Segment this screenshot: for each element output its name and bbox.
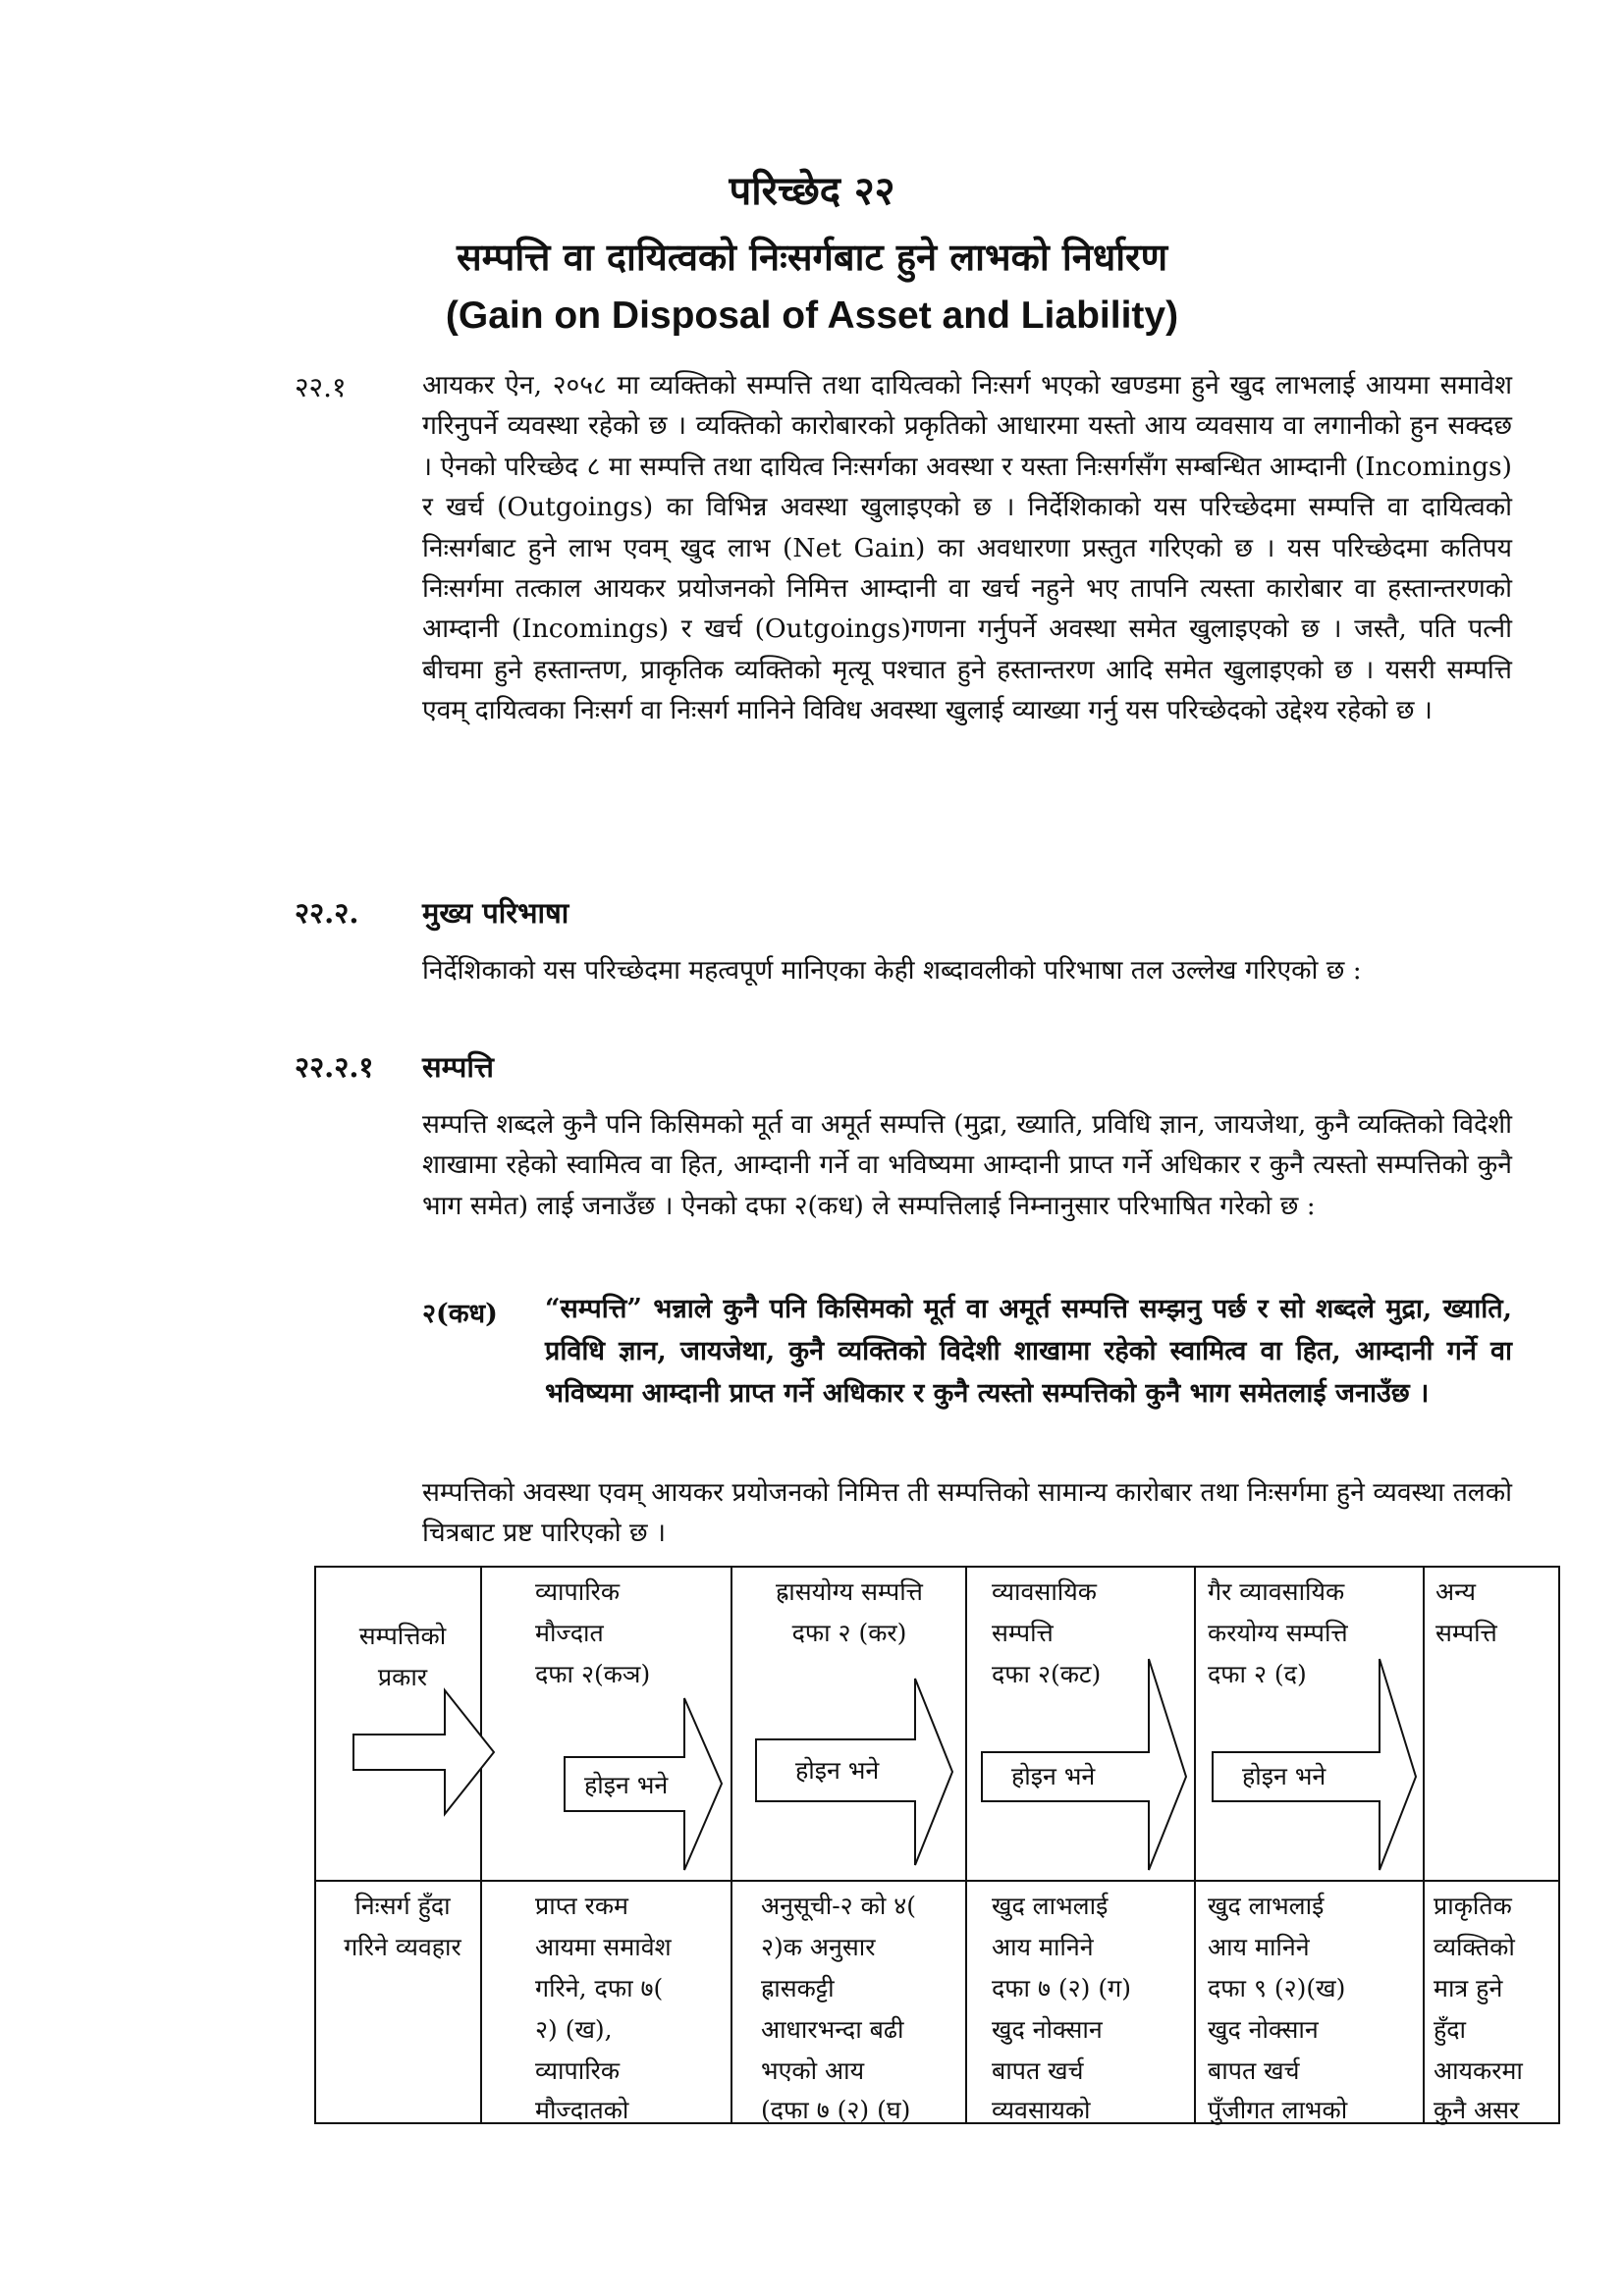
arrow-label-4: होइन भने xyxy=(1242,1762,1326,1790)
cell-b1-line5: व्यापारिक xyxy=(535,2056,621,2085)
cell-b3-line1: खुद लाभलाई xyxy=(992,1892,1109,1920)
cell-b2-line4: आधारभन्दा बढी xyxy=(761,2015,904,2044)
cell-other-asset-line2: सम्पत्ति xyxy=(1435,1619,1497,1647)
cell-depreciable-line2: दफा २ (कर) xyxy=(791,1619,907,1647)
cell-b4-line4: खुद नोक्सान xyxy=(1208,2015,1319,2044)
cell-b5-line5: आयकरमा xyxy=(1434,2056,1523,2085)
cell-b1-line1: प्राप्त रकम xyxy=(535,1892,628,1920)
definition-clause-text: “सम्पत्ति” भन्नाले कुनै पनि किसिमको मूर्त वा अमूर्त सम्पत्ति सम्झनु पर्छ र सो शब्दले मुद्रा, ख्याति, प्रविधि ज्ञान, जायजेथा, कुनै व्यक्तिको विदेशी शाखामा रहेको स्वामित्व वा हित, आम्दानी गर्ने वा भविष्यमा आम्दानी प्राप्त गर्ने अधिकार र कुनै त्यस्तो सम्पत्तिको कुनै भाग समेतलाई जनाउँछ । xyxy=(545,1294,1512,1409)
cell-b1-line6: मौज्दातको xyxy=(535,2096,629,2124)
cell-b4-line2: आय मानिने xyxy=(1208,1933,1310,1961)
cell-b5-line3: मात्र हुने xyxy=(1434,1974,1503,2002)
cell-b5-line6: कुनै असर xyxy=(1434,2096,1520,2124)
section-22-2-heading: मुख्य परिभाषा xyxy=(422,896,569,930)
cell-b3-line3: दफा ७ (२) (ग) xyxy=(992,1974,1131,2002)
chapter-title: परिच्छेद २२ xyxy=(729,168,895,214)
cell-b3-line2: आय मानिने xyxy=(992,1933,1094,1961)
section-number-22-1: २२.१ xyxy=(295,371,347,403)
section-22-2-1-paragraph: सम्पत्ति शब्दले कुनै पनि किसिमको मूर्त वा अमूर्त सम्पत्ति (मुद्रा, ख्याति, प्रविधि ज्ञान, जायजेथा, कुनै व्यक्तिको विदेशी शाखामा रहेको स्वामित्व वा हित, आम्दानी गर्ने वा भविष्यमा आम्दानी प्राप्त गर्ने अधिकार र कुनै त्यस्तो सम्पत्तिको कुनै भाग समेत) लाई जनाउँछ । ऐनको दफा २(कध) ले सम्पत्तिलाई निम्नानुसार परिभाषित गरेको छ : xyxy=(422,1109,1512,1221)
section-number-22-2-1: २२.२.१ xyxy=(295,1050,374,1084)
cell-business-asset-line1: व्यावसायिक xyxy=(992,1577,1097,1606)
cell-b5-line1: प्राकृतिक xyxy=(1434,1892,1512,1920)
arrow-label-3: होइन भने xyxy=(1011,1762,1096,1790)
cell-nonbusiness-line3: दफा २ (द) xyxy=(1208,1660,1307,1688)
cell-asset-type-line1: सम्पत्तिको xyxy=(358,1622,447,1650)
cell-b5-line4: हुँदा xyxy=(1434,2015,1467,2044)
cell-b3-line6: व्यवसायको xyxy=(992,2096,1091,2124)
cell-trading-stock-line2: मौज्दात xyxy=(535,1619,604,1647)
asset-disposal-table xyxy=(314,1566,1571,2145)
cell-treatment-line2: गरिने व्यवहार xyxy=(344,1933,461,1961)
table-bottom-row xyxy=(344,1892,1523,2125)
cell-b2-line3: ह्रासकट्टी xyxy=(761,1974,835,2002)
section-number-22-2: २२.२. xyxy=(295,896,359,930)
cell-depreciable-line1: ह्रासयोग्य सम्पत्ति xyxy=(776,1577,923,1606)
cell-business-asset-line2: सम्पत्ति xyxy=(992,1619,1054,1647)
section-22-1-paragraph: आयकर ऐन, २०५८ मा व्यक्तिको सम्पत्ति तथा दायित्वको निःसर्ग भएको खण्डमा हुने खुद लाभलाई आयमा समावेश गरिनुपर्ने व्यवस्था रहेको छ । व्यक्तिको कारोबारको प्रकृतिको आधारमा यस्तो आय व्यवसाय वा लगानीको हुन सक्दछ । ऐनको परिच्छेद ८ मा सम्पत्ति तथा दायित्व निःसर्गका अवस्था र यस्ता निःसर्गसँग सम्बन्धित आम्दानी (Incomings) र खर्च (Outgoings) का विभिन्न अवस्था खुलाइएको छ । निर्देशिकाको यस परिच्छेदमा सम्पत्ति वा दायित्वको निःसर्गबाट हुने लाभ एवम् खुद लाभ (Net Gain) का अवधारणा प्रस्तुत गरिएको छ । यस परिच्छेदमा कतिपय निःसर्गमा तत्काल आयकर प्रयोजनको निमित्त आम्दानी वा खर्च नहुने भए तापनि त्यस्ता कारोबार वा हस्तान्तरणको आम्दानी (Incomings) र खर्च (Outgoings)गणना गर्नुपर्ने अवस्था समेत खुलाइएको छ । जस्तै, पति पत्नी बीचमा हुने हस्तान्तण, प्राकृतिक व्यक्तिको मृत्यू पश्चात हुने हस्तान्तरण आदि समेत खुलाइएको छ । यसरी सम्पत्ति एवम् दायित्वका निःसर्ग वा निःसर्ग मानिने विविध अवस्था खुलाई व्याख्या गर्नु यस परिच्छेदको उद्देश्य रहेको छ । xyxy=(422,370,1512,726)
cell-b4-line3: दफा ९ (२)(ख) xyxy=(1208,1974,1346,2002)
cell-b4-line1: खुद लाभलाई xyxy=(1208,1892,1325,1920)
cell-trading-stock-line3: दफा २(कञ) xyxy=(535,1660,651,1688)
cell-nonbusiness-line1: गैर व्यावसायिक xyxy=(1208,1577,1345,1606)
cell-b1-line2: आयमा समावेश xyxy=(535,1933,672,1961)
cell-business-asset-line3: दफा २(कट) xyxy=(992,1660,1102,1688)
cell-b2-line6: (दफा ७ (२) (घ) xyxy=(761,2096,911,2124)
section-22-2-1-heading: सम्पत्ति xyxy=(422,1050,494,1084)
cell-b5-line2: व्यक्तिको xyxy=(1434,1933,1515,1961)
arrow-shape-1 xyxy=(353,1690,494,1814)
cell-b4-line5: बापत खर्च xyxy=(1208,2056,1300,2085)
cell-b3-line5: बापत खर्च xyxy=(992,2056,1084,2085)
cell-trading-stock-line1: व्यापारिक xyxy=(535,1577,621,1606)
definition-clause-label: २(कध) xyxy=(422,1299,498,1329)
cell-b1-line3: गरिने, दफा ७( xyxy=(535,1974,664,2002)
cell-b3-line4: खुद नोक्सान xyxy=(992,2015,1103,2044)
section-22-2-paragraph: निर्देशिकाको यस परिच्छेदमा महत्वपूर्ण मानिएका केही शब्दावलीको परिभाषा तल उल्लेख गरिएको छ : xyxy=(422,955,1362,986)
arrow-label-2: होइन भने xyxy=(795,1756,880,1785)
table-top-row xyxy=(359,1577,1498,1691)
cell-b2-line1: अनुसूची-२ को ४( xyxy=(761,1892,916,1920)
diagram-intro-paragraph: सम्पत्तिको अवस्था एवम् आयकर प्रयोजनको निमित्त ती सम्पत्तिको सामान्य कारोबार तथा निःसर्गमा हुने व्यवस्था तलको चित्रबाट प्रष्ट पारिएको छ । xyxy=(422,1477,1512,1549)
cell-b4-line6: पुँजीगत लाभको xyxy=(1208,2096,1348,2124)
cell-other-asset-line1: अन्य xyxy=(1435,1577,1476,1606)
cell-asset-type-line2: प्रकार xyxy=(377,1663,428,1691)
cell-treatment-line1: निःसर्ग हुँदा xyxy=(354,1892,451,1920)
arrow-label-1: होइन भने xyxy=(584,1771,669,1799)
cell-nonbusiness-line2: करयोग्य सम्पत्ति xyxy=(1208,1619,1348,1647)
cell-b2-line2: २)क अनुसार xyxy=(761,1933,876,1961)
cell-b1-line4: २) (ख), xyxy=(535,2015,613,2044)
cell-b2-line5: भएको आय xyxy=(761,2056,865,2085)
title-english: (Gain on Disposal of Asset and Liability) xyxy=(445,294,1179,337)
title-nepali: सम्पत्ति वा दायित्वको निःसर्गबाट हुने लाभको निर्धारण xyxy=(456,235,1168,279)
